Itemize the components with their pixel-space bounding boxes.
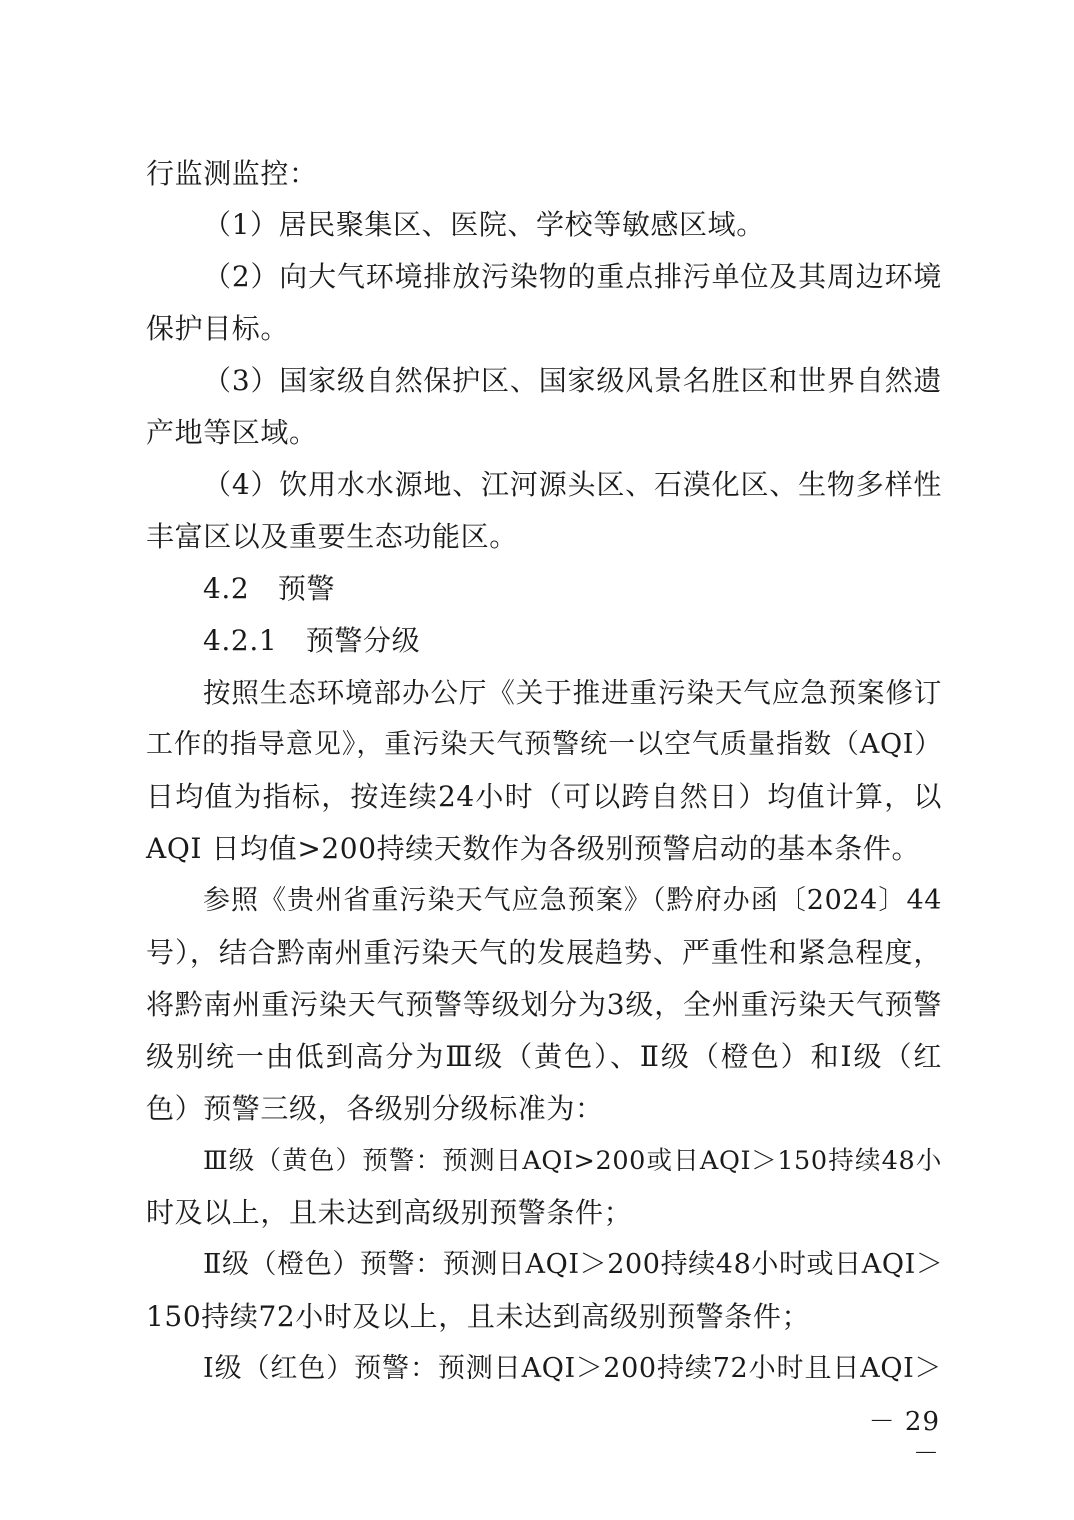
paragraph-line: 按照生态环境部办公厅《关于推进重污染天气应急预案修订 bbox=[203, 677, 942, 709]
paragraph-line: （2）向大气环境排放污染物的重点排污单位及其周边环境 bbox=[203, 260, 942, 293]
section-heading: 4.2 预警 bbox=[203, 572, 336, 605]
paragraph-line: Ⅰ级（红色）预警：预测日AQI＞200持续72小时且日AQI＞ bbox=[203, 1353, 942, 1384]
paragraph-line: Ⅱ级（橙色）预警：预测日AQI＞200持续48小时或日AQI＞ bbox=[203, 1249, 944, 1280]
page-number: － 29 － bbox=[868, 1407, 940, 1469]
paragraph-line: 工作的指导意见》，重污染天气预警统一以空气质量指数（AQI） bbox=[146, 729, 942, 760]
paragraph-line: （3）国家级自然保护区、国家级风景名胜区和世界自然遗 bbox=[203, 364, 942, 397]
paragraph-line: 150持续72小时及以上，且未达到高级别预警条件； bbox=[146, 1300, 811, 1333]
paragraph-line: 日均值为指标，按连续24小时（可以跨自然日）均值计算，以 bbox=[146, 780, 942, 813]
paragraph-line: 色）预警三级，各级别分级标准为： bbox=[146, 1092, 604, 1125]
paragraph-line: 时及以上，且未达到高级别预警条件； bbox=[146, 1196, 633, 1229]
paragraph-line: 丰富区以及重要生态功能区。 bbox=[146, 520, 518, 553]
paragraph-line: 保护目标。 bbox=[146, 312, 290, 345]
paragraph-line: 将黔南州重污染天气预警等级划分为3级，全州重污染天气预警 bbox=[146, 988, 942, 1021]
paragraph-line: Ⅲ级（黄色）预警：预测日AQI>200或日AQI＞150持续48小 bbox=[203, 1146, 942, 1176]
paragraph-line: 产地等区域。 bbox=[146, 416, 318, 449]
subsection-heading: 4.2.1 预警分级 bbox=[203, 624, 421, 657]
paragraph-line: （4）饮用水水源地、江河源头区、石漠化区、生物多样性 bbox=[203, 468, 942, 501]
paragraph-line: 级别统一由低到高分为Ⅲ级（黄色）、Ⅱ级（橙色）和Ⅰ级（红 bbox=[146, 1040, 942, 1073]
paragraph-line: AQI 日均值>200持续天数作为各级别预警启动的基本条件。 bbox=[146, 832, 921, 865]
paragraph-line: 行监测监控： bbox=[146, 157, 318, 190]
paragraph-line: 参照《贵州省重污染天气应急预案》（黔府办函〔2024〕44 bbox=[203, 885, 942, 916]
paragraph-line: 号），结合黔南州重污染天气的发展趋势、严重性和紧急程度， bbox=[146, 936, 942, 969]
paragraph-line: （1）居民聚集区、医院、学校等敏感区域。 bbox=[203, 208, 765, 241]
